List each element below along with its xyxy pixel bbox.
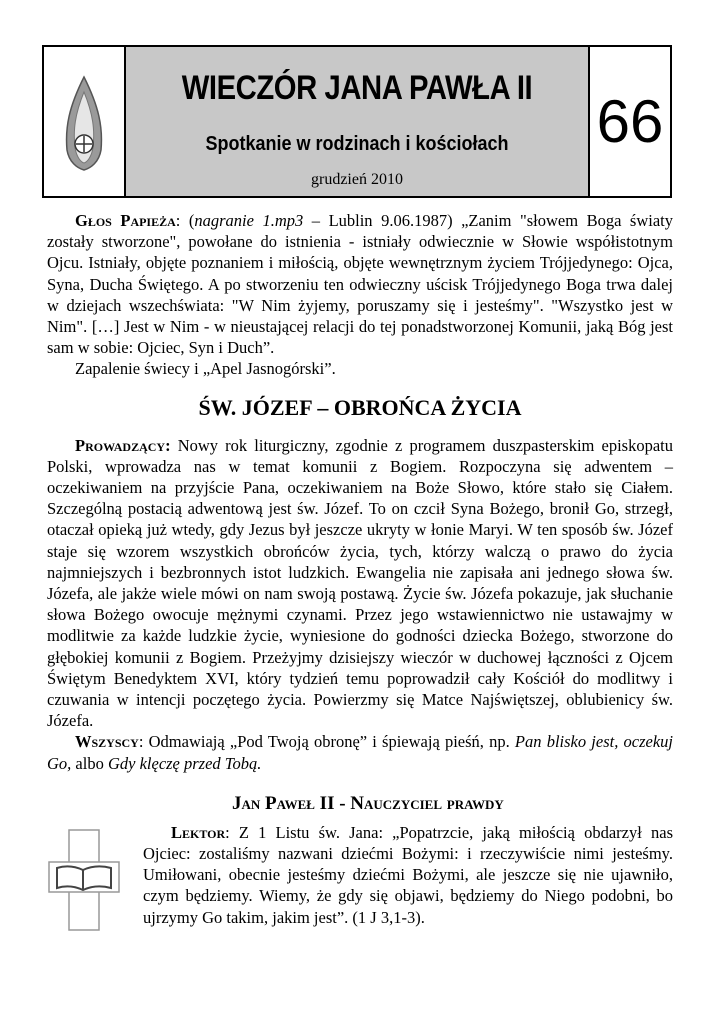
glos-colon: : ( bbox=[175, 211, 195, 230]
song-title-1: Pan blisko jest, oczekuj Go, bbox=[47, 732, 673, 773]
open-book-icon bbox=[47, 828, 121, 932]
section-title: ŚW. JÓZEF – OBROŃCA ŻYCIA bbox=[198, 394, 522, 420]
candle-flame-icon bbox=[59, 72, 109, 172]
prowadzacy-paragraph bbox=[47, 435, 673, 732]
song-title-2: Gdy klęczę przed Tobą. bbox=[107, 753, 262, 773]
prowadzacy-label: Prowadzący: bbox=[75, 435, 171, 455]
glos-source: nagranie 1.mp3 bbox=[194, 211, 304, 230]
wszyscy-text: : Odmawiają „Pod Twoją obronę” i śpiewają pieśń, np. bbox=[138, 732, 515, 752]
lektor-text: : Z 1 Listu św. Jana: „Popatrzcie, jaką miłością obdarzył nas Ojciec: zostaliśmy nazwani dziećmi Bożymi: i rzeczywiście nimi jesteśmy. Umiłowani, obecnie jesteśmy dziećmi Bożymi, ale jeszcze się nie ujawniło, czym będziemy. Wiemy, że gdy się objawi, będziemy do Niego podobni, bo ujrzymy Go takim, jakim jest”. (1 J 3,1-3). bbox=[143, 822, 673, 927]
glos-paragraph bbox=[47, 210, 673, 358]
issue-date: grudzień 2010 bbox=[311, 171, 403, 188]
page-subtitle: Spotkanie w rodzinach i kościołach bbox=[205, 133, 509, 155]
glos-text: – Lublin 9.06.1987) „Zanim "słowem Boga światy zostały stworzone", powołane do istnienia - istniały odwiecznie w Słowie współistotnym Ojcu. Istniały, objęte poznaniem i miłością, objęte wewnętrznym życiem Trójjedynego: Ojca, Syna, Ducha Świętego. A po stworzeniu ten odwieczny uścisk Trójjedynego Boga trwa dalej w dziejach wszechświata: "W Nim żyjemy, poruszamy się i jesteśmy". "Wszystko jest w Nim". […] Jest w Nim - w nieustającej relacji do tej ponadstworzonej Komunii, jaką Bóg jest sam w sobie: Ojciec, Syn i Duch”. bbox=[47, 211, 673, 358]
logo-cell bbox=[44, 47, 126, 196]
lektor-label: Lektor bbox=[171, 822, 226, 842]
section-subtitle: Jan Paweł II - Nauczyciel prawdy bbox=[232, 792, 504, 814]
header-box bbox=[42, 45, 672, 198]
lektor-block bbox=[47, 822, 673, 937]
wszyscy-label: Wszyscy bbox=[75, 732, 139, 752]
issue-number: 66 bbox=[596, 88, 664, 155]
lektor-paragraph bbox=[143, 822, 673, 928]
header-title-cell bbox=[126, 47, 590, 196]
wszyscy-paragraph bbox=[47, 731, 673, 773]
albo-text: albo bbox=[71, 753, 108, 773]
book-cell bbox=[47, 822, 143, 937]
prowadzacy-text: Nowy rok liturgiczny, zgodnie z programem duszpasterskim episkopatu Polski, wprowadza nas w temat komunii z Bogiem. Rozpoczyna się adwentem – oczekiwaniem na przyjście Pana, oczekiwaniem na Boże Słowo, które stało się Ciałem. Szczególną postacią adwentową jest św. Józef. To on czcił Syna Bożego, bronił Go, strzegł, otaczał opieką już wtedy, gdy Jezus był jeszcze ukryty w łonie Maryi. W ten sposób św. Józef staje się wzorem wszystkich obrońców życia, tych, którzy walczą o prawo do życia najmniejszych i bezbronnych istot ludzkich. Ewangelia nie zapisała ani jednego słowa św. Józefa, ale jakże wiele mówi on nam swoją postawą. Życie św. Józefa pokazuje, jak słuchanie słowa Bożego owocuje mężnymi czynami. Przez jego wstawiennictwo nie ustawajmy w modlitwie za każde ludzkie życie, wyniesione do godności dziecka Bożego, stworzone do głębokiej komunii z Bogiem. Przeżyjmy dzisiejszy wieczór w duchowej łączności z Ojcem Świętym Benedyktem XVI, który tydzień temu poprowadził cały Kościół do modlitwy i czuwania w intencji poczętego życia. Powierzmy się Matce Najświętszej, oblubienicy św. Józefa. bbox=[47, 435, 673, 731]
glos-label: Głos Papieża bbox=[75, 211, 176, 230]
main-content bbox=[47, 210, 673, 937]
lektor-text-column bbox=[143, 822, 673, 937]
zapalenie-line: Zapalenie świecy i „Apel Jasnogórski”. bbox=[75, 359, 336, 379]
page-title: WIECZÓR JANA PAWŁA II bbox=[181, 69, 533, 107]
